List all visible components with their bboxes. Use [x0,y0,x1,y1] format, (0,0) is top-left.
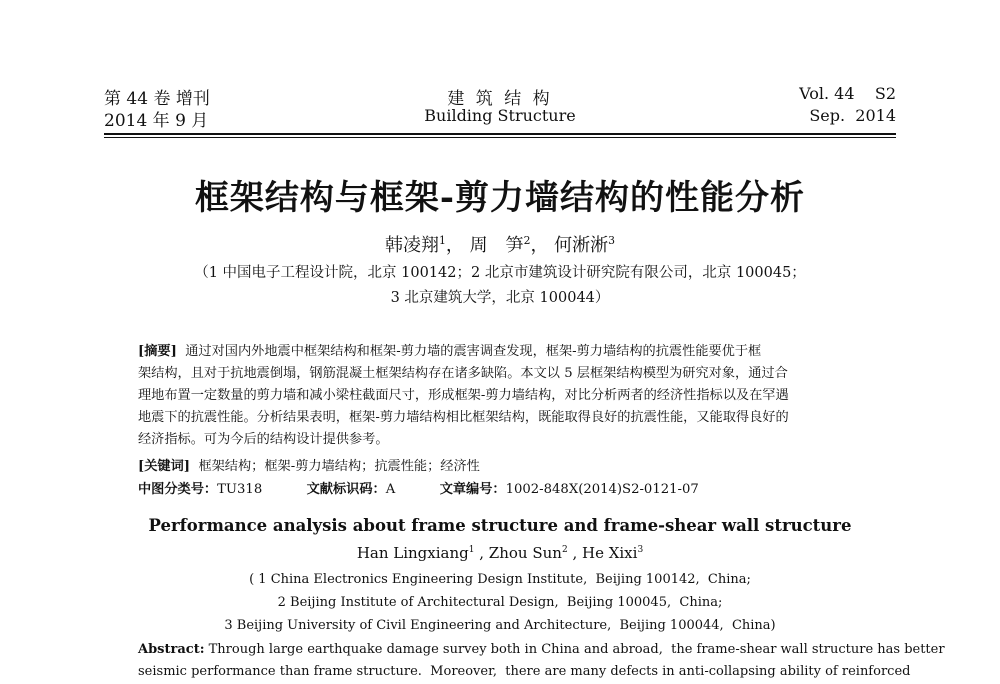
author-en-sep: , [567,544,582,562]
author-2: 周 笋 [469,235,524,256]
article-no-label: 文章编号： [439,482,506,497]
class-value: TU318 [217,482,263,497]
volume-label: Vol. 44 S2 [799,84,896,103]
author-en-1: Han Lingxiang [356,544,469,562]
affiliation-cn-line2: 3 北京建筑大学，北京 100044） [390,290,610,306]
classification-line [138,478,699,497]
issue-date: 2014 年 9 月 [104,111,209,131]
doc-code-value: A [385,482,396,497]
header-rule-thin [104,137,896,138]
class-label: 中图分类号： [138,482,218,497]
author-en-2: Zhou Sun [488,544,562,562]
abstract-cn-label: [摘要] [138,344,177,359]
author-sep: ， [530,235,549,256]
article-no-value: 1002-848X(2014)S2-0121-07 [505,482,699,497]
paper-title-en: Performance analysis about frame structure and frame-shear wall structure [148,516,852,535]
abstract-cn-line2: 架结构，且对于抗地震倒塌，钢筋混凝土框架结构存在诸多缺陷。本文以 5 层框架结构模型为研究对象，通过合 [138,366,788,381]
author-en-2-sup: 2 [561,545,568,555]
keywords-text: 框架结构；框架-剪力墙结构；抗震性能；经济性 [198,459,480,474]
doc-code-label: 文献标识码： [306,482,386,497]
header-rule [104,133,896,135]
keywords-cn [138,455,480,474]
affiliation-en-line2: 2 Beijing Institute of Architectural Design, Beijing 100045, China; [277,595,723,610]
author-3-sup: 3 [608,234,616,247]
keywords-label: [关键词] [138,459,191,474]
authors-en [0,544,1000,562]
affiliation-en-line1: ( 1 China Electronics Engineering Design Institute, Beijing 100142, China; [249,572,751,587]
affiliation-cn-line1: （1 中国电子工程设计院，北京 100142；2 北京市建筑设计研究院有限公司，北京 100045； [194,265,806,281]
author-en-sep: , [474,544,489,562]
author-2-sup: 2 [523,234,531,247]
abstract-cn-line3: 理地布置一定数量的剪力墙和减小梁柱截面尺寸，形成框架-剪力墙结构，对比分析两者的经济性指标以及在罕遇 [138,388,789,403]
author-sep: ， [445,235,464,256]
author-1: 韩凌翔 [384,235,439,256]
abstract-cn-line4: 地震下的抗震性能。分析结果表明，框架-剪力墙结构相比框架结构，既能取得良好的抗震性能，又能取得良好的 [138,410,789,425]
issue-label: 第 44 卷 增刊 [104,89,210,109]
date-label-en: Sep. 2014 [809,106,896,125]
authors-cn [0,231,1000,257]
author-1-sup: 1 [438,234,446,247]
abstract-en-text-1: Through large earthquake damage survey both in China and abroad, the frame-shear wall structure has better [208,642,945,657]
author-3: 何淅淅 [554,235,609,256]
journal-name-en: Building Structure [424,106,576,125]
abstract-en-line1 [138,642,945,657]
abstract-en-label: Abstract: [138,642,205,657]
abstract-en-line2: seismic performance than frame structure. Moreover, there are many defects in anti-collapsing ability of reinforced [138,664,911,679]
abstract-cn-line5: 经济指标。可为今后的结构设计提供参考。 [138,432,389,447]
journal-name-cn: 建 筑 结 构 [447,89,553,109]
abstract-cn-text-1: 通过对国内外地震中框架结构和框架-剪力墙的震害调查发现，框架-剪力墙结构的抗震性能要优于框 [185,344,762,359]
author-en-1-sup: 1 [468,545,475,555]
author-en-3: He Xixi [581,544,638,562]
abstract-cn-line1 [138,340,761,359]
affiliation-en-line3: 3 Beijing University of Civil Engineering and Architecture, Beijing 100044, China) [224,618,776,633]
author-en-3-sup: 3 [637,545,644,555]
paper-title-cn: 框架结构与框架-剪力墙结构的性能分析 [194,178,806,218]
